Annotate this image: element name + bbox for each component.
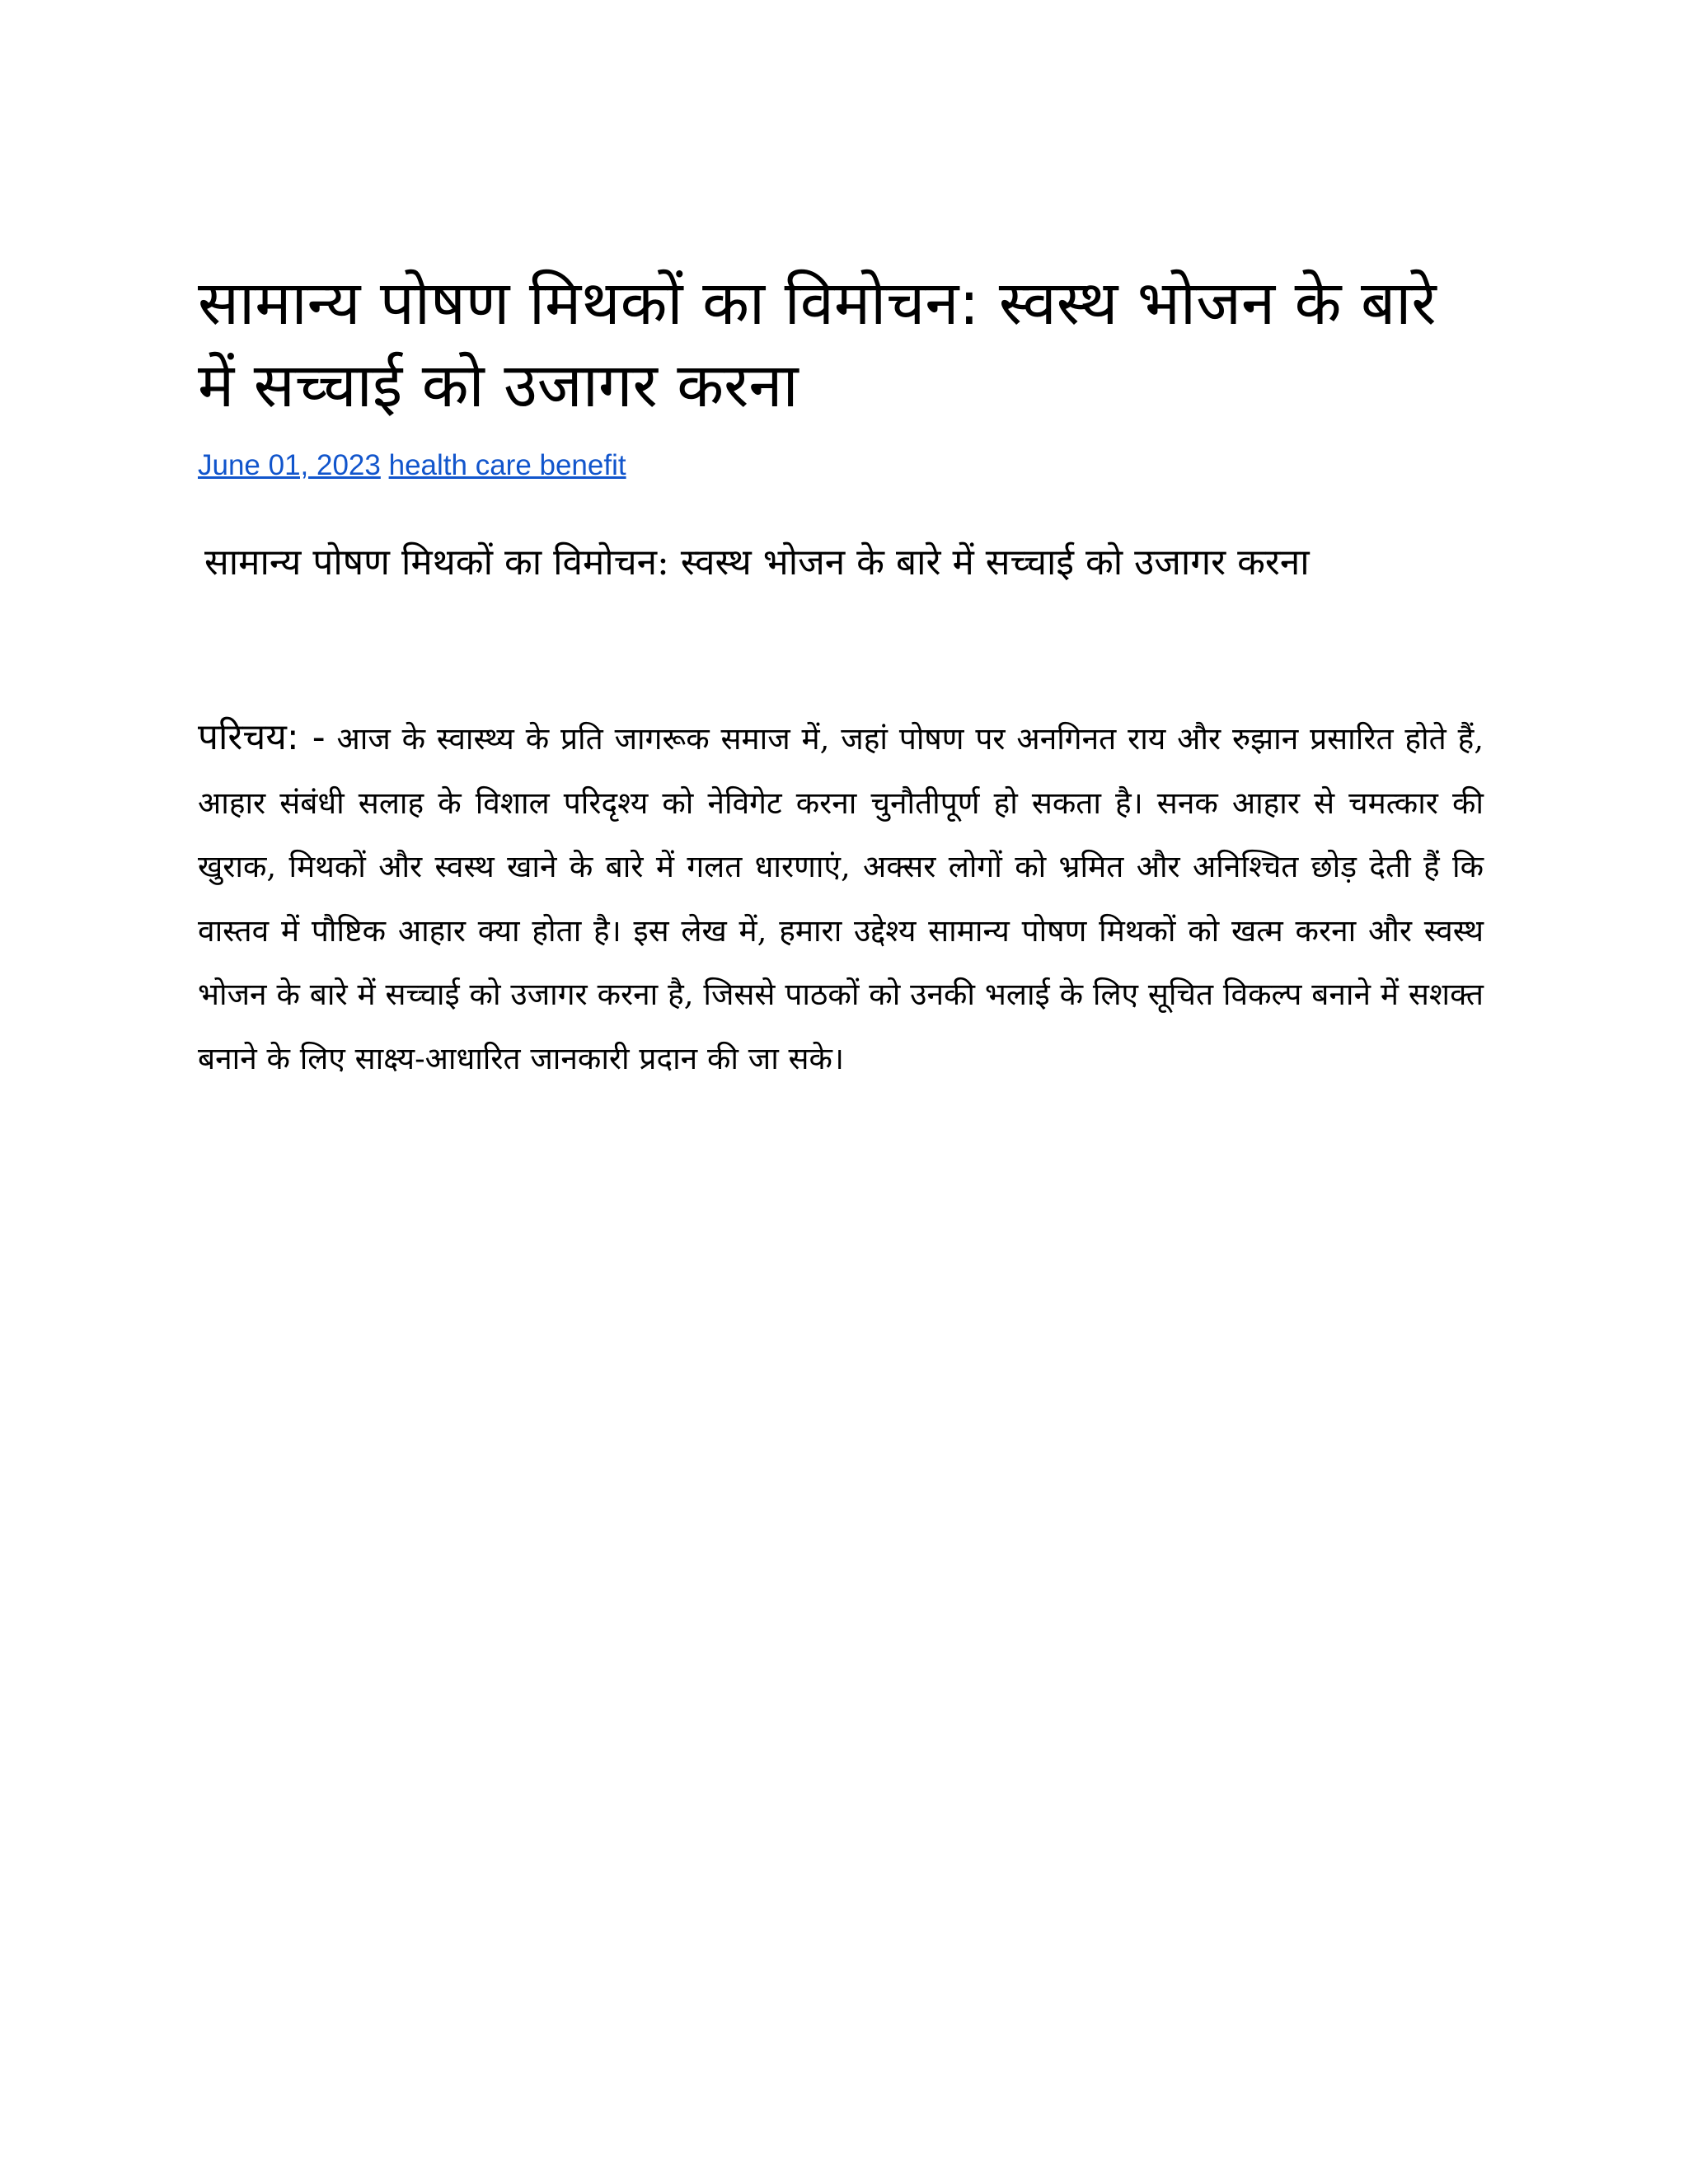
date-link[interactable]: June 01, 2023 (198, 449, 381, 481)
intro-body: आज के स्वास्थ्य के प्रति जागरूक समाज में, जहां पोषण पर अनगिनत राय और रुझान प्रसारित होते हैं, आहार संबंधी सलाह के विशाल परिदृश्य को नेविगेट करना चुनौतीपूर्ण हो सकता है। सनक आहार से चमत्कार की खुराक, मिथकों और स्वस्थ खाने के बारे में गलत धारणाएं, अक्सर लोगों को भ्रमित और अनिश्चित छोड़ देती हैं कि वास्तव में पौष्टिक आहार क्या होता है। इस लेख में, हमारा उद्देश्य सामान्य पोषण मिथकों को खत्म करना और स्वस्थ भोजन के बारे में सच्चाई को उजागर करना है, जिससे पाठकों को उनकी भलाई के लिए सूचित विकल्प बनाने में सशक्त बनाने के लिए साक्ष्य-आधारित जानकारी प्रदान की जा सके। (198, 721, 1484, 1076)
article-title: सामान्य पोषण मिथकों का विमोचन: स्वस्थ भोजन के बारे में सच्चाई को उजागर करना (198, 268, 1437, 421)
document-page (198, 0, 1492, 2184)
intro-paragraph (198, 705, 1484, 1090)
article-subtitle: सामान्य पोषण मिथकों का विमोचन: स्वस्थ भोजन के बारे में सच्चाई को उजागर करना (204, 541, 1310, 583)
intro-label: परिचय: - (198, 716, 326, 758)
category-link[interactable]: health care benefit (388, 449, 626, 481)
article-meta (198, 445, 626, 486)
